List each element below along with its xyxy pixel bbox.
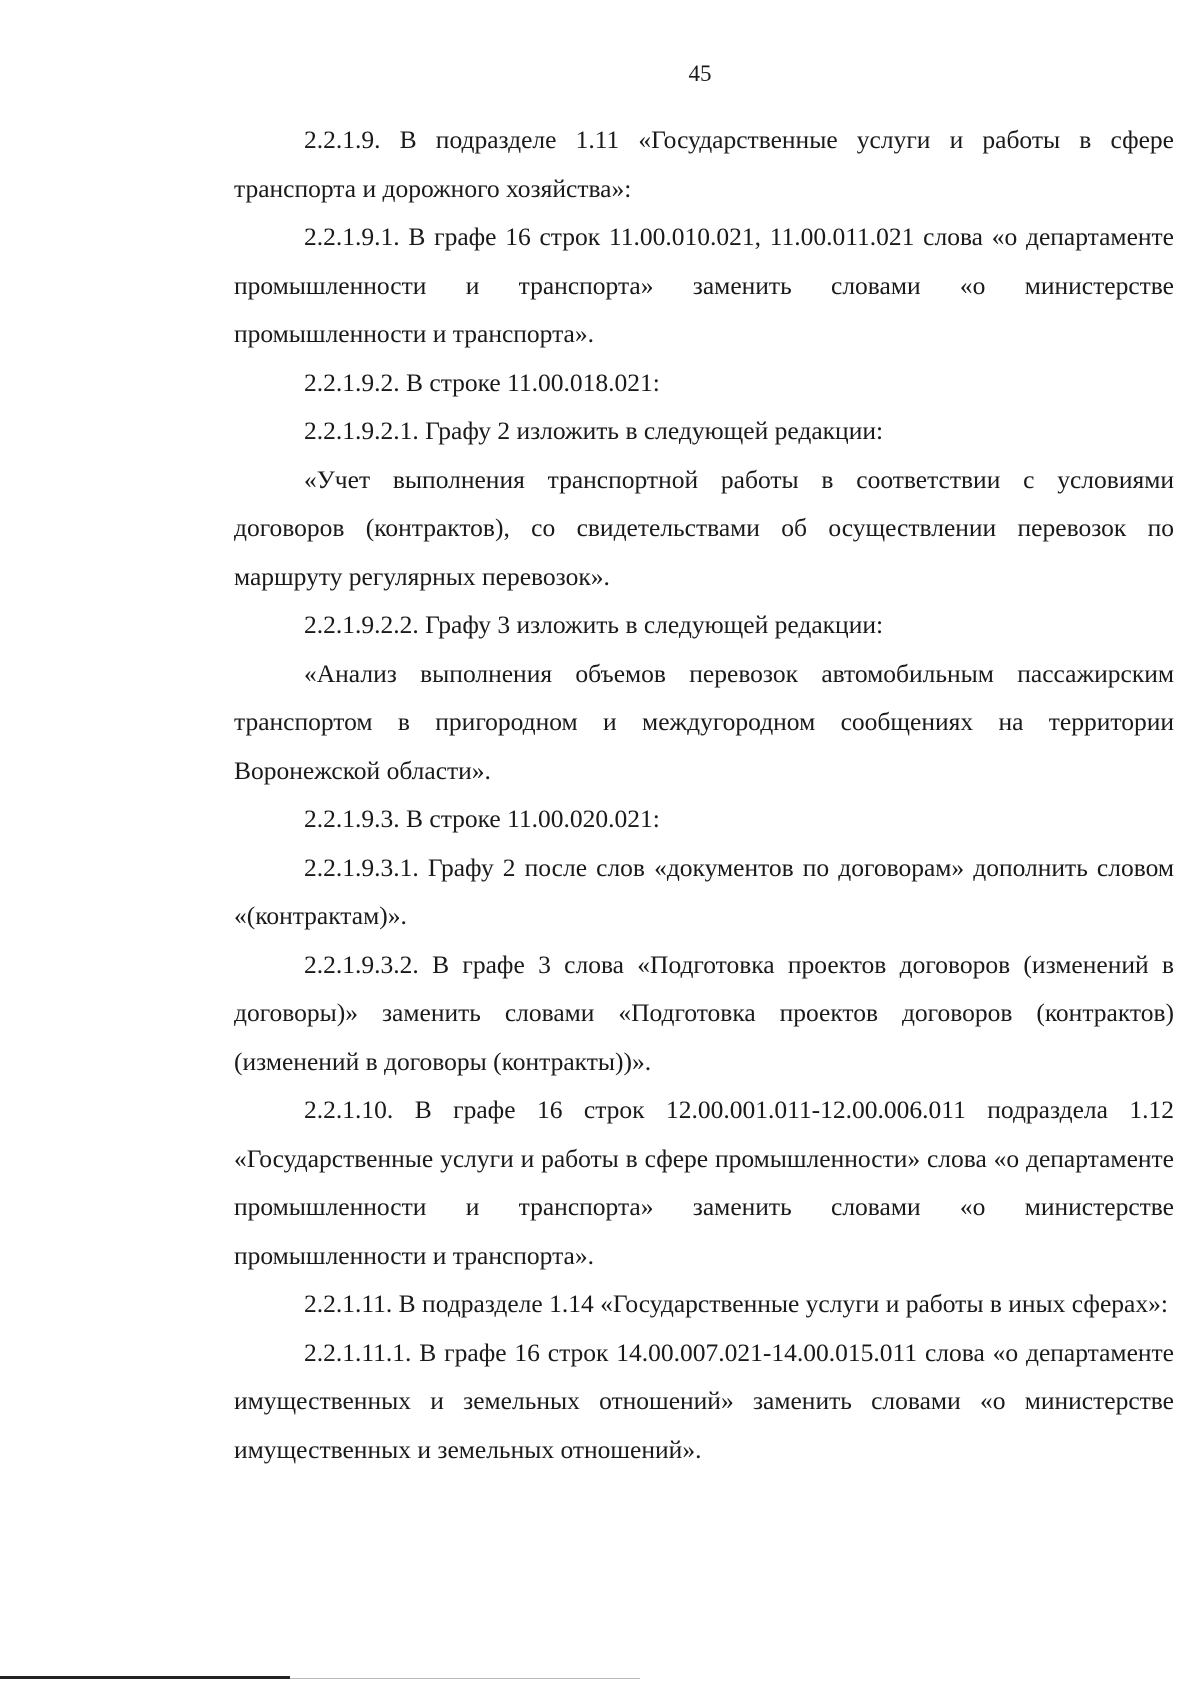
paragraph-2-2-1-9-3: 2.2.1.9.3. В строке 11.00.020.021: bbox=[304, 804, 660, 833]
paragraph-2-2-1-10: 2.2.1.10. В графе 16 строк 12.00.001.011-12.00.006.011 подраздела 1.12 «Государственные услуги и работы в сфере промышленности» слова «о департаменте промышленности и транспорта» заменить словами «о министерстве промышленности и транспорта». bbox=[234, 1095, 1174, 1270]
paragraph-2-2-1-9-2-2: 2.2.1.9.2.2. Графу 3 изложить в следующей редакции: bbox=[304, 610, 884, 639]
quote-column-3-text: «Анализ выполнения объемов перевозок автомобильным пассажирским транспортом в пригородном и междугородном сообщениях на территории Воронежской области». bbox=[234, 658, 1174, 785]
paragraph-2-2-1-9: 2.2.1.9. В подразделе 1.11 «Государственные услуги и работы в сфере транспорта и дорожного хозяйства»: bbox=[234, 125, 1174, 203]
paragraph-2-2-1-9-2-1: 2.2.1.9.2.1. Графу 2 изложить в следующей редакции: bbox=[304, 416, 884, 445]
page-number: 45 bbox=[688, 61, 712, 86]
paragraph-2-2-1-11-1: 2.2.1.11.1. В графе 16 строк 14.00.007.021-14.00.015.011 слова «о департаменте имущественных и земельных отношений» заменить словами «о министерстве имущественных и земельных отношений». bbox=[234, 1337, 1174, 1464]
paragraph-2-2-1-11: 2.2.1.11. В подразделе 1.14 «Государственные услуги и работы в иных сферах»: bbox=[304, 1289, 1168, 1318]
footer-rule bbox=[0, 1676, 290, 1679]
quote-column-2-text: «Учет выполнения транспортной работы в соответствии с условиями договоров (контрактов), со свидетельствами об осуществлении перевозок по маршруту регулярных перевозок». bbox=[234, 464, 1174, 591]
document-body bbox=[234, 116, 1174, 1474]
paragraph-2-2-1-9-3-1: 2.2.1.9.3.1. Графу 2 после слов «документов по договорам» дополнить словом «(контрактам)». bbox=[234, 852, 1174, 930]
paragraph-2-2-1-9-3-2: 2.2.1.9.3.2. В графе 3 слова «Подготовка проектов договоров (изменений в договоры)» заменить словами «Подготовка проектов договоров (контрактов) (изменений в договоры (контракты))». bbox=[234, 949, 1174, 1076]
footer-rule-faint bbox=[290, 1678, 640, 1679]
paragraph-2-2-1-9-2: 2.2.1.9.2. В строке 11.00.018.021: bbox=[304, 367, 660, 397]
paragraph-2-2-1-9-1: 2.2.1.9.1. В графе 16 строк 11.00.010.021, 11.00.011.021 слова «о департаменте промышленности и транспорта» заменить словами «о министерстве промышленности и транспорта». bbox=[234, 222, 1174, 348]
